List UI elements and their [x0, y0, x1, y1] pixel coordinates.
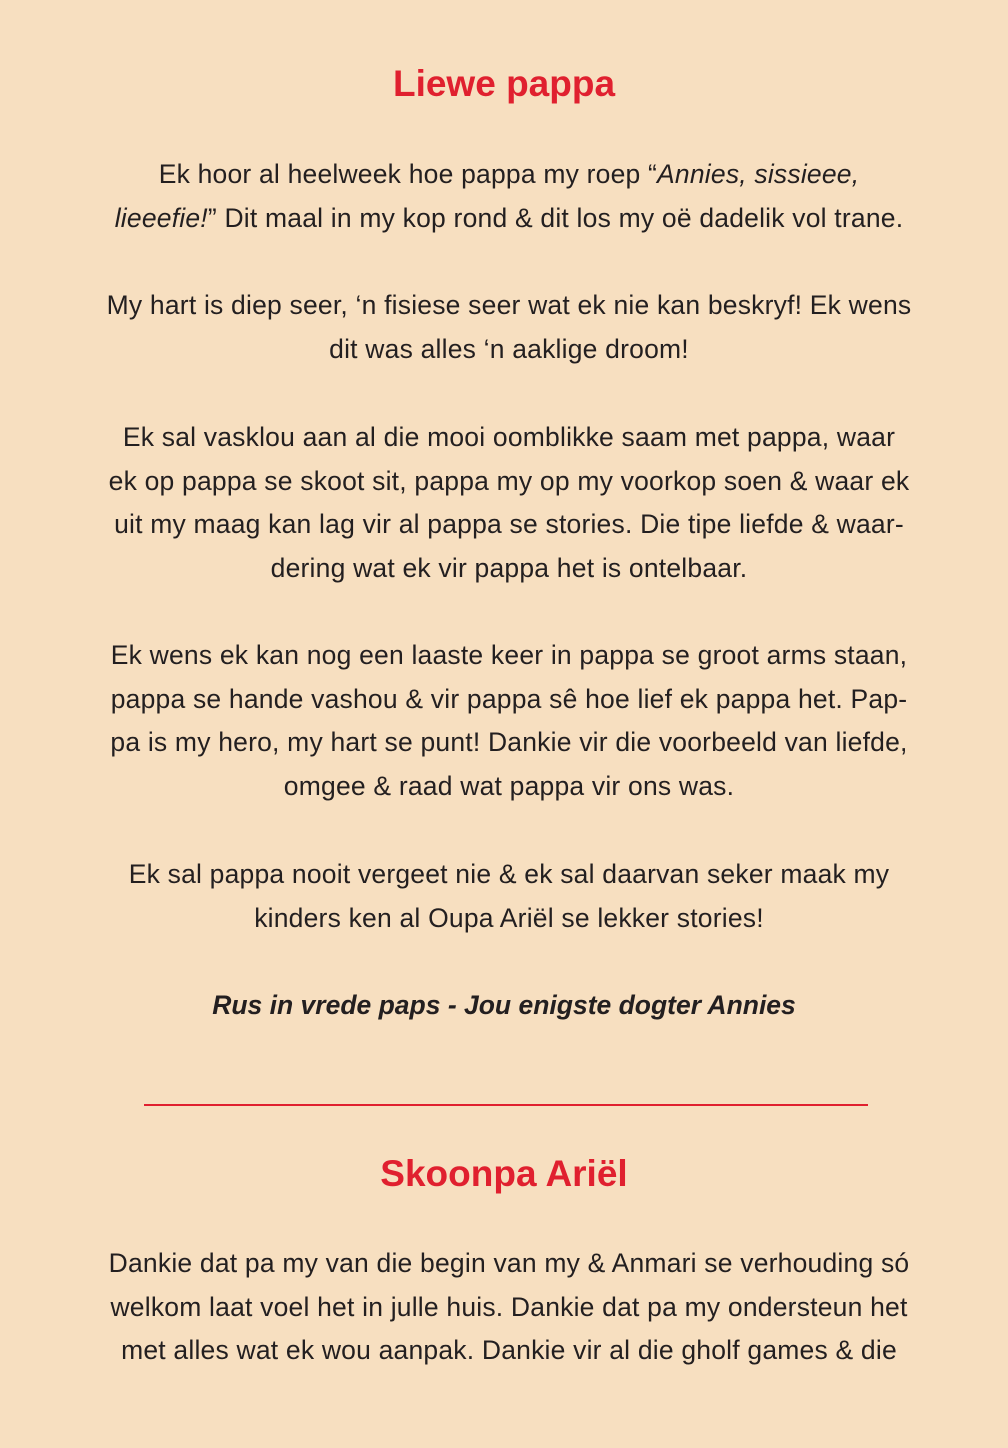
- paragraph-line: pappa se hande vashou & vir pappa sê hoe lief ek pappa het. Pap-: [110, 683, 908, 714]
- paragraph-3: [60, 416, 958, 591]
- section-title-skoonpa-ariel: Skoonpa Ariël: [380, 1153, 628, 1194]
- paragraph-line: uit my maag kan lag vir al pappa se stories. Die tipe liefde & waar-: [114, 509, 904, 540]
- paragraph-line: [60, 153, 958, 197]
- signoff: Rus in vrede paps - Jou enigste dogter Annies: [212, 990, 796, 1020]
- paragraph-line: Ek wens ek kan nog een laaste keer in pappa se groot arms staan,: [110, 640, 908, 670]
- paragraph-line: dering wat ek vir pappa het is ontelbaar.: [270, 553, 748, 584]
- paragraph-line: Ek sal vasklou aan al die mooi oomblikke saam met pappa, waar: [122, 422, 896, 452]
- paragraph-4: [60, 634, 958, 809]
- section-divider: [144, 1104, 868, 1106]
- paragraph-line: pa is my hero, my hart se punt! Dankie vir die voorbeeld van liefde,: [110, 727, 908, 758]
- paragraph-1: [60, 153, 958, 240]
- paragraph-line: dit was alles ‘n aaklige droom!: [329, 333, 689, 364]
- text-italic-quote: Annies, sissieee,: [657, 159, 860, 189]
- paragraph-line: omgee & raad wat pappa vir ons was.: [283, 771, 735, 802]
- paragraph-line: welkom laat voel het in julle huis. Dankie dat pa my ondersteun het: [110, 1291, 908, 1322]
- text-italic-quote: lieeefie!: [114, 202, 208, 233]
- paragraph-line: [60, 197, 958, 241]
- paragraph-line: Dankie dat pa my van die begin van my & Anmari se verhouding só: [108, 1248, 910, 1278]
- paragraph-line: kinders ken al Oupa Ariël se lekker stories!: [254, 902, 764, 933]
- paragraph-line: Ek sal pappa nooit vergeet nie & ek sal daarvan seker maak my: [128, 859, 890, 889]
- text-normal: ” Dit maal in my kop rond & dit los my oë dadelik vol trane.: [207, 202, 904, 233]
- section-title-liewe-pappa: Liewe pappa: [392, 63, 616, 104]
- text-normal: Ek hoor al heelweek hoe pappa my roep “: [158, 159, 658, 189]
- paragraph-2: [60, 284, 958, 371]
- paragraph-line: My hart is diep seer, ‘n fisiese seer wat ek nie kan beskryf! Ek wens: [106, 290, 912, 320]
- paragraph-6: [60, 1242, 958, 1373]
- paragraph-line: ek op pappa se skoot sit, pappa my op my voorkop soen & waar ek: [108, 465, 910, 496]
- paragraph-line: met alles wat ek wou aanpak. Dankie vir al die gholf games & die: [121, 1335, 897, 1366]
- paragraph-5: [60, 853, 958, 940]
